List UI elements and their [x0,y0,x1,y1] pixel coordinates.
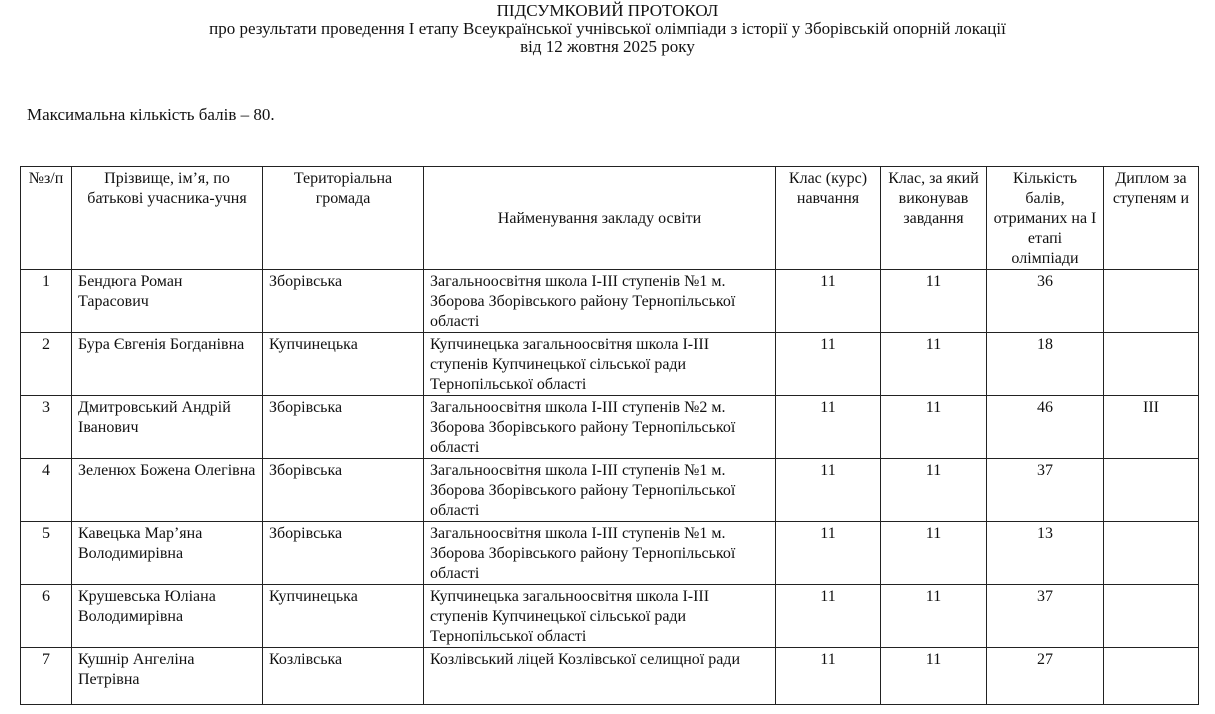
header-points: Кількість балів, отриманих на І етапі олімпіади [987,167,1104,270]
max-points-note: Максимальна кількість балів – 80. [27,105,275,124]
cell-grade: 11 [776,333,881,396]
cell-school: Загальноосвітня школа І-ІІІ ступенів №1 м. Зборова Зборівського району Тернопільської області [424,459,776,522]
cell-num: 7 [21,648,72,705]
document-title: ПІДСУМКОВИЙ ПРОТОКОЛ [496,1,719,20]
table-row [21,270,1199,333]
header-school: Найменування закладу освіти [424,167,776,270]
cell-name: Кушнір Ангеліна Петрівна [72,648,263,705]
cell-school: Загальноосвітня школа І-ІІІ ступенів №1 м. Зборова Зборівського району Тернопільської області [424,522,776,585]
cell-school: Загальноосвітня школа І-ІІІ ступенів №1 м. Зборова Зборівського району Тернопільської області [424,270,776,333]
cell-school: Купчинецька загальноосвітня школа І-ІІІ ступенів Купчинецької сільської ради Тернопільської області [424,585,776,648]
cell-points: 37 [987,585,1104,648]
cell-task-grade: 11 [881,459,987,522]
cell-points: 37 [987,459,1104,522]
cell-task-grade: 11 [881,522,987,585]
document-header [0,2,1215,56]
cell-num: 4 [21,459,72,522]
cell-community: Купчинецька [263,585,424,648]
cell-grade: 11 [776,522,881,585]
cell-task-grade: 11 [881,585,987,648]
cell-task-grade: 11 [881,396,987,459]
cell-grade: 11 [776,396,881,459]
cell-diploma [1104,648,1199,705]
cell-school: Купчинецька загальноосвітня школа І-ІІІ ступенів Купчинецької сільської ради Тернопільської області [424,333,776,396]
cell-community: Зборівська [263,459,424,522]
cell-community: Зборівська [263,522,424,585]
cell-points: 18 [987,333,1104,396]
cell-diploma [1104,522,1199,585]
cell-school: Козлівський ліцей Козлівської селищної ради [424,648,776,705]
cell-diploma: ІІІ [1104,396,1199,459]
table-row [21,585,1199,648]
cell-num: 1 [21,270,72,333]
cell-num: 5 [21,522,72,585]
cell-points: 13 [987,522,1104,585]
cell-community: Купчинецька [263,333,424,396]
cell-name: Зеленюх Божена Олегівна [72,459,263,522]
cell-task-grade: 11 [881,270,987,333]
cell-name: Бура Євгенія Богданівна [72,333,263,396]
document-subtitle: про результати проведення І етапу Всеукраїнської учнівської олімпіади з історії у Зборівській опорній локації [209,19,1006,38]
table-header-row [21,167,1199,270]
cell-name: Бендюга Роман Тарасович [72,270,263,333]
table-row [21,333,1199,396]
cell-community: Козлівська [263,648,424,705]
cell-num: 3 [21,396,72,459]
cell-name: Дмитровський Андрій Іванович [72,396,263,459]
cell-points: 46 [987,396,1104,459]
cell-diploma [1104,585,1199,648]
cell-grade: 11 [776,585,881,648]
cell-points: 36 [987,270,1104,333]
header-diploma: Диплом за ступеням и [1104,167,1199,270]
table-row [21,396,1199,459]
header-task-grade: Клас, за який виконував завдання [881,167,987,270]
header-community: Територіальна громада [263,167,424,270]
cell-num: 6 [21,585,72,648]
cell-community: Зборівська [263,396,424,459]
cell-community: Зборівська [263,270,424,333]
cell-name: Крушевська Юліана Володимирівна [72,585,263,648]
table-row [21,522,1199,585]
header-num: №з/п [21,167,72,270]
results-table [20,166,1199,705]
cell-grade: 11 [776,459,881,522]
cell-points: 27 [987,648,1104,705]
cell-num: 2 [21,333,72,396]
header-grade: Клас (курс) навчання [776,167,881,270]
document-date: від 12 жовтня 2025 року [520,37,695,56]
table-row [21,648,1199,705]
cell-task-grade: 11 [881,648,987,705]
cell-school: Загальноосвітня школа І-ІІІ ступенів №2 м. Зборова Зборівського району Тернопільської області [424,396,776,459]
cell-diploma [1104,459,1199,522]
cell-diploma [1104,333,1199,396]
cell-grade: 11 [776,270,881,333]
table-row [21,459,1199,522]
cell-grade: 11 [776,648,881,705]
cell-task-grade: 11 [881,333,987,396]
cell-diploma [1104,270,1199,333]
header-name: Прізвище, ім’я, по батькові учасника-учня [72,167,263,270]
cell-name: Кавецька Мар’яна Володимирівна [72,522,263,585]
